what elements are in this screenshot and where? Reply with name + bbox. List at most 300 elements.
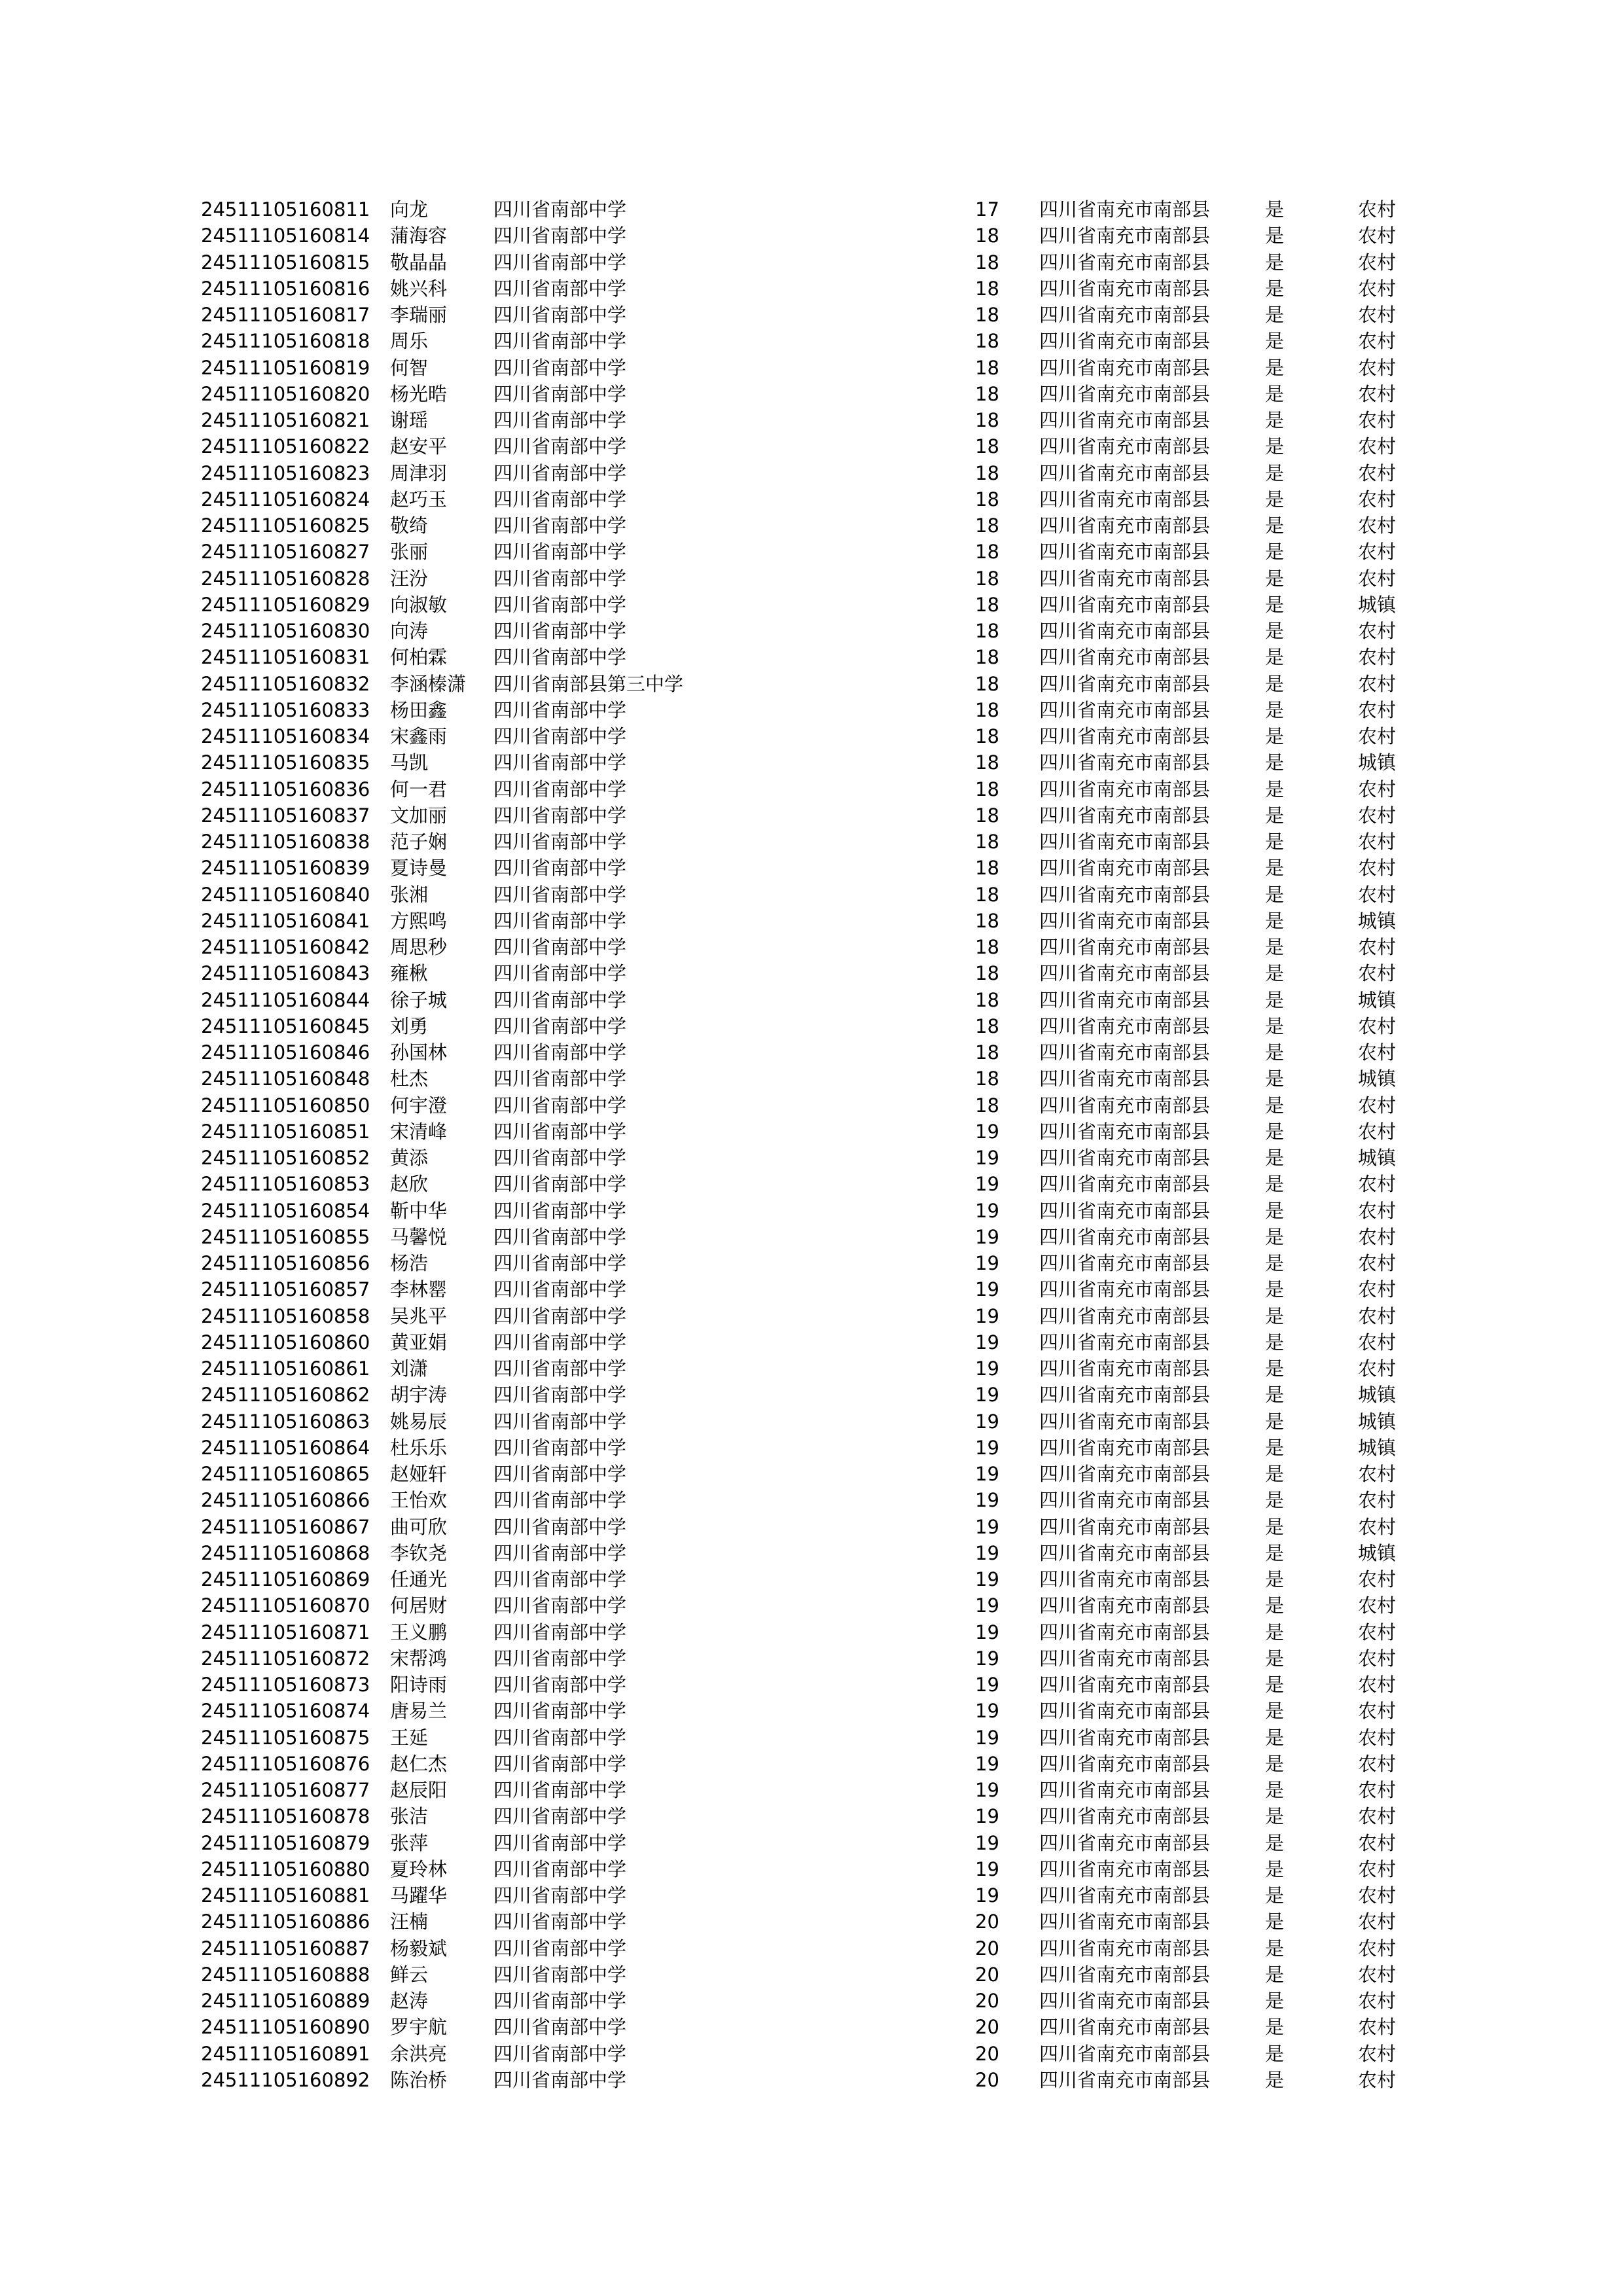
eligibility-flag: 是	[1265, 435, 1285, 458]
student-id: 24511105160823	[201, 461, 370, 484]
student-name: 马躍华	[390, 1884, 448, 1907]
student-id: 24511105160891	[201, 2042, 370, 2065]
school-name: 四川省南部中学	[493, 1963, 627, 1986]
student-id: 24511105160830	[201, 620, 370, 642]
school-name: 四川省南部中学	[493, 277, 627, 300]
school-name: 四川省南部中学	[493, 1384, 627, 1407]
registered-region: 四川省南充市南部县	[1039, 1674, 1211, 1696]
student-name: 宋鑫雨	[390, 725, 448, 747]
school-name: 四川省南部中学	[493, 909, 627, 932]
school-name: 四川省南部中学	[493, 1357, 627, 1380]
school-name: 四川省南部中学	[493, 1752, 627, 1775]
student-name: 张洁	[390, 1805, 429, 1828]
school-name: 四川省南部中学	[493, 514, 627, 537]
age: 18	[975, 620, 999, 642]
residence-type: 城镇	[1358, 1541, 1397, 1564]
table-row	[0, 1962, 1623, 1988]
school-name: 四川省南部中学	[493, 409, 627, 431]
age: 18	[975, 382, 999, 405]
school-name: 四川省南部中学	[493, 1647, 627, 1670]
registered-region: 四川省南充市南部县	[1039, 1120, 1211, 1143]
eligibility-flag: 是	[1265, 1252, 1285, 1274]
table-row	[0, 407, 1623, 433]
residence-type: 农村	[1358, 1831, 1397, 1854]
student-id: 24511105160833	[201, 698, 370, 721]
eligibility-flag: 是	[1265, 1594, 1285, 1617]
student-name: 刘潇	[390, 1357, 429, 1380]
registered-region: 四川省南充市南部县	[1039, 857, 1211, 880]
residence-type: 农村	[1358, 356, 1397, 379]
residence-type: 农村	[1358, 1963, 1397, 1986]
student-id: 24511105160871	[201, 1621, 370, 1643]
student-name: 阳诗雨	[390, 1674, 448, 1696]
table-row	[0, 433, 1623, 459]
registered-region: 四川省南充市南部县	[1039, 488, 1211, 511]
residence-type: 农村	[1358, 1041, 1397, 1064]
table-row	[0, 1145, 1623, 1171]
student-id: 24511105160878	[201, 1805, 370, 1828]
age: 19	[975, 1621, 999, 1643]
student-name: 赵仁杰	[390, 1752, 448, 1775]
school-name: 四川省南部中学	[493, 1410, 627, 1433]
student-name: 周思秒	[390, 936, 448, 958]
school-name: 四川省南部中学	[493, 1831, 627, 1854]
residence-type: 农村	[1358, 883, 1397, 906]
table-row	[0, 1566, 1623, 1592]
student-name: 杜杰	[390, 1067, 429, 1090]
age: 18	[975, 409, 999, 431]
eligibility-flag: 是	[1265, 1489, 1285, 1512]
registered-region: 四川省南充市南部县	[1039, 1147, 1211, 1169]
school-name: 四川省南部中学	[493, 304, 627, 326]
table-row	[0, 1514, 1623, 1540]
eligibility-flag: 是	[1265, 1884, 1285, 1907]
student-name: 夏玲林	[390, 1857, 448, 1880]
table-row	[0, 512, 1623, 539]
student-id: 24511105160887	[201, 1937, 370, 1960]
eligibility-flag: 是	[1265, 1805, 1285, 1828]
age: 18	[975, 988, 999, 1011]
eligibility-flag: 是	[1265, 1199, 1285, 1222]
table-row	[0, 223, 1623, 249]
residence-type: 农村	[1358, 1805, 1397, 1828]
age: 20	[975, 1963, 999, 1986]
residence-type: 农村	[1358, 831, 1397, 853]
registered-region: 四川省南充市南部县	[1039, 435, 1211, 458]
age: 17	[975, 198, 999, 221]
school-name: 四川省南部中学	[493, 725, 627, 747]
student-name: 唐易兰	[390, 1700, 448, 1723]
registered-region: 四川省南充市南部县	[1039, 1384, 1211, 1407]
age: 19	[975, 1252, 999, 1274]
student-id: 24511105160845	[201, 1014, 370, 1037]
table-row	[0, 1856, 1623, 1882]
table-row	[0, 723, 1623, 749]
student-name: 杨田鑫	[390, 698, 448, 721]
school-name: 四川省南部中学	[493, 435, 627, 458]
student-name: 马凯	[390, 751, 429, 774]
school-name: 四川省南部中学	[493, 1173, 627, 1196]
age: 19	[975, 1647, 999, 1670]
age: 18	[975, 698, 999, 721]
table-row	[0, 1645, 1623, 1672]
school-name: 四川省南部中学	[493, 330, 627, 353]
table-row	[0, 1355, 1623, 1382]
school-name: 四川省南部中学	[493, 1147, 627, 1169]
eligibility-flag: 是	[1265, 1120, 1285, 1143]
residence-type: 城镇	[1358, 988, 1397, 1011]
eligibility-flag: 是	[1265, 1225, 1285, 1248]
residence-type: 农村	[1358, 488, 1397, 511]
eligibility-flag: 是	[1265, 1937, 1285, 1960]
student-id: 24511105160863	[201, 1410, 370, 1433]
table-row	[0, 987, 1623, 1013]
student-id: 24511105160854	[201, 1199, 370, 1222]
eligibility-flag: 是	[1265, 883, 1285, 906]
table-row	[0, 460, 1623, 486]
student-name: 谢瑶	[390, 409, 429, 431]
registered-region: 四川省南充市南部县	[1039, 2068, 1211, 2091]
registered-region: 四川省南充市南部县	[1039, 698, 1211, 721]
student-name: 何一君	[390, 778, 448, 800]
student-id: 24511105160867	[201, 1515, 370, 1538]
table-row	[0, 1487, 1623, 1513]
residence-type: 农村	[1358, 1647, 1397, 1670]
age: 18	[975, 330, 999, 353]
age: 19	[975, 1805, 999, 1828]
student-id: 24511105160825	[201, 514, 370, 537]
student-name: 赵涛	[390, 1990, 429, 2012]
residence-type: 农村	[1358, 1331, 1397, 1354]
registered-region: 四川省南充市南部县	[1039, 883, 1211, 906]
registered-region: 四川省南充市南部县	[1039, 620, 1211, 642]
age: 19	[975, 1489, 999, 1512]
student-id: 24511105160880	[201, 1857, 370, 1880]
residence-type: 农村	[1358, 646, 1397, 669]
eligibility-flag: 是	[1265, 1674, 1285, 1696]
student-id: 24511105160832	[201, 672, 370, 695]
age: 19	[975, 1857, 999, 1880]
registered-region: 四川省南充市南部县	[1039, 1752, 1211, 1775]
residence-type: 城镇	[1358, 1436, 1397, 1459]
residence-type: 农村	[1358, 1278, 1397, 1301]
registered-region: 四川省南充市南部县	[1039, 962, 1211, 985]
registered-region: 四川省南充市南部县	[1039, 514, 1211, 537]
school-name: 四川省南部中学	[493, 751, 627, 774]
residence-type: 城镇	[1358, 1067, 1397, 1090]
eligibility-flag: 是	[1265, 725, 1285, 747]
school-name: 四川省南部中学	[493, 988, 627, 1011]
registered-region: 四川省南充市南部县	[1039, 725, 1211, 747]
student-id: 24511105160827	[201, 541, 370, 564]
student-id: 24511105160846	[201, 1041, 370, 1064]
table-row	[0, 697, 1623, 723]
age: 18	[975, 804, 999, 827]
residence-type: 农村	[1358, 2068, 1397, 2091]
residence-type: 农村	[1358, 936, 1397, 958]
residence-type: 农村	[1358, 1515, 1397, 1538]
residence-type: 农村	[1358, 804, 1397, 827]
registered-region: 四川省南充市南部县	[1039, 1489, 1211, 1512]
age: 20	[975, 2068, 999, 2091]
age: 18	[975, 936, 999, 958]
eligibility-flag: 是	[1265, 277, 1285, 300]
residence-type: 农村	[1358, 1225, 1397, 1248]
student-id: 24511105160839	[201, 857, 370, 880]
school-name: 四川省南部中学	[493, 1726, 627, 1749]
student-id: 24511105160829	[201, 593, 370, 616]
residence-type: 农村	[1358, 1199, 1397, 1222]
student-id: 24511105160858	[201, 1304, 370, 1327]
student-id: 24511105160875	[201, 1726, 370, 1749]
eligibility-flag: 是	[1265, 1094, 1285, 1117]
student-name: 汪汾	[390, 567, 429, 590]
student-name: 李瑞丽	[390, 304, 448, 326]
eligibility-flag: 是	[1265, 488, 1285, 511]
age: 19	[975, 1726, 999, 1749]
school-name: 四川省南部中学	[493, 646, 627, 669]
student-name: 文加丽	[390, 804, 448, 827]
student-id: 24511105160842	[201, 936, 370, 958]
student-name: 蒲海容	[390, 224, 448, 247]
student-id: 24511105160852	[201, 1147, 370, 1169]
age: 19	[975, 1752, 999, 1775]
table-row	[0, 1751, 1623, 1777]
eligibility-flag: 是	[1265, 251, 1285, 274]
eligibility-flag: 是	[1265, 1304, 1285, 1327]
school-name: 四川省南部中学	[493, 461, 627, 484]
student-id: 24511105160820	[201, 382, 370, 405]
eligibility-flag: 是	[1265, 1147, 1285, 1169]
residence-type: 农村	[1358, 1357, 1397, 1380]
table-row	[0, 1619, 1623, 1645]
student-name: 曲可欣	[390, 1515, 448, 1538]
table-row	[0, 1171, 1623, 1197]
eligibility-flag: 是	[1265, 1726, 1285, 1749]
school-name: 四川省南部中学	[493, 1990, 627, 2012]
table-row	[0, 1882, 1623, 1909]
student-name: 杨光晧	[390, 382, 448, 405]
table-row	[0, 592, 1623, 618]
registered-region: 四川省南充市南部县	[1039, 646, 1211, 669]
age: 18	[975, 1041, 999, 1064]
student-id: 24511105160873	[201, 1674, 370, 1696]
age: 19	[975, 1278, 999, 1301]
school-name: 四川省南部中学	[493, 356, 627, 379]
age: 19	[975, 1594, 999, 1617]
student-id: 24511105160836	[201, 778, 370, 800]
school-name: 四川省南部中学	[493, 567, 627, 590]
student-name: 张萍	[390, 1831, 429, 1854]
eligibility-flag: 是	[1265, 1779, 1285, 1801]
eligibility-flag: 是	[1265, 1647, 1285, 1670]
student-id: 24511105160816	[201, 277, 370, 300]
age: 18	[975, 304, 999, 326]
registered-region: 四川省南充市南部县	[1039, 1910, 1211, 1933]
registered-region: 四川省南充市南部县	[1039, 1304, 1211, 1327]
student-name: 吴兆平	[390, 1304, 448, 1327]
student-name: 马馨悦	[390, 1225, 448, 1248]
table-row	[0, 276, 1623, 302]
student-name: 向龙	[390, 198, 429, 221]
registered-region: 四川省南充市南部县	[1039, 1515, 1211, 1538]
registered-region: 四川省南充市南部县	[1039, 1568, 1211, 1590]
registered-region: 四川省南充市南部县	[1039, 2042, 1211, 2065]
age: 20	[975, 2016, 999, 2039]
table-row	[0, 565, 1623, 592]
age: 18	[975, 356, 999, 379]
eligibility-flag: 是	[1265, 962, 1285, 985]
registered-region: 四川省南充市南部县	[1039, 330, 1211, 353]
school-name: 四川省南部中学	[493, 857, 627, 880]
table-row	[0, 2041, 1623, 2067]
student-name: 周津羽	[390, 461, 448, 484]
registered-region: 四川省南充市南部县	[1039, 936, 1211, 958]
student-name: 张丽	[390, 541, 429, 564]
school-name: 四川省南部中学	[493, 1120, 627, 1143]
eligibility-flag: 是	[1265, 356, 1285, 379]
student-name: 李林罂	[390, 1278, 448, 1301]
eligibility-flag: 是	[1265, 1278, 1285, 1301]
school-name: 四川省南部中学	[493, 804, 627, 827]
table-row	[0, 1909, 1623, 1935]
school-name: 四川省南部中学	[493, 1674, 627, 1696]
school-name: 四川省南部中学	[493, 2068, 627, 2091]
eligibility-flag: 是	[1265, 857, 1285, 880]
table-row	[0, 1066, 1623, 1092]
age: 18	[975, 435, 999, 458]
registered-region: 四川省南充市南部县	[1039, 1937, 1211, 1960]
registered-region: 四川省南充市南部县	[1039, 1963, 1211, 1986]
school-name: 四川省南部中学	[493, 2016, 627, 2039]
eligibility-flag: 是	[1265, 804, 1285, 827]
student-id: 24511105160824	[201, 488, 370, 511]
school-name: 四川省南部中学	[493, 936, 627, 958]
age: 20	[975, 2042, 999, 2065]
eligibility-flag: 是	[1265, 1831, 1285, 1854]
student-id: 24511105160822	[201, 435, 370, 458]
student-id: 24511105160869	[201, 1568, 370, 1590]
student-id: 24511105160855	[201, 1225, 370, 1248]
residence-type: 农村	[1358, 1120, 1397, 1143]
registered-region: 四川省南充市南部县	[1039, 567, 1211, 590]
student-id: 24511105160892	[201, 2068, 370, 2091]
eligibility-flag: 是	[1265, 620, 1285, 642]
eligibility-flag: 是	[1265, 1331, 1285, 1354]
registered-region: 四川省南充市南部县	[1039, 1884, 1211, 1907]
school-name: 四川省南部中学	[493, 541, 627, 564]
age: 18	[975, 962, 999, 985]
age: 20	[975, 1990, 999, 2012]
residence-type: 农村	[1358, 304, 1397, 326]
school-name: 四川省南部中学	[493, 1621, 627, 1643]
eligibility-flag: 是	[1265, 1700, 1285, 1723]
registered-region: 四川省南充市南部县	[1039, 778, 1211, 800]
eligibility-flag: 是	[1265, 1384, 1285, 1407]
school-name: 四川省南部中学	[493, 1304, 627, 1327]
student-id: 24511105160834	[201, 725, 370, 747]
table-row	[0, 249, 1623, 276]
school-name: 四川省南部中学	[493, 1252, 627, 1274]
eligibility-flag: 是	[1265, 988, 1285, 1011]
registered-region: 四川省南充市南部县	[1039, 1331, 1211, 1354]
registered-region: 四川省南充市南部县	[1039, 1014, 1211, 1037]
table-row	[0, 1092, 1623, 1119]
registered-region: 四川省南充市南部县	[1039, 1700, 1211, 1723]
school-name: 四川省南部中学	[493, 2042, 627, 2065]
student-id: 24511105160844	[201, 988, 370, 1011]
age: 18	[975, 1067, 999, 1090]
table-row	[0, 882, 1623, 908]
registered-region: 四川省南充市南部县	[1039, 1463, 1211, 1485]
eligibility-flag: 是	[1265, 1857, 1285, 1880]
table-row	[0, 1777, 1623, 1803]
eligibility-flag: 是	[1265, 304, 1285, 326]
student-name: 夏诗曼	[390, 857, 448, 880]
school-name: 四川省南部中学	[493, 1857, 627, 1880]
student-name: 黄亚娟	[390, 1331, 448, 1354]
student-name: 方熙鸣	[390, 909, 448, 932]
residence-type: 农村	[1358, 1014, 1397, 1037]
school-name: 四川省南部中学	[493, 1199, 627, 1222]
student-id: 24511105160861	[201, 1357, 370, 1380]
residence-type: 农村	[1358, 620, 1397, 642]
student-name: 胡宇涛	[390, 1384, 448, 1407]
registered-region: 四川省南充市南部县	[1039, 1541, 1211, 1564]
residence-type: 农村	[1358, 1252, 1397, 1274]
residence-type: 农村	[1358, 435, 1397, 458]
age: 18	[975, 751, 999, 774]
school-name: 四川省南部中学	[493, 1489, 627, 1512]
student-name: 鲜云	[390, 1963, 429, 1986]
student-name: 宋清峰	[390, 1120, 448, 1143]
eligibility-flag: 是	[1265, 672, 1285, 695]
age: 18	[975, 224, 999, 247]
table-row	[0, 1250, 1623, 1276]
residence-type: 农村	[1358, 1884, 1397, 1907]
school-name: 四川省南部中学	[493, 1225, 627, 1248]
residence-type: 农村	[1358, 1857, 1397, 1880]
table-row	[0, 1988, 1623, 2014]
residence-type: 农村	[1358, 382, 1397, 405]
student-id: 24511105160831	[201, 646, 370, 669]
student-id: 24511105160860	[201, 1331, 370, 1354]
age: 20	[975, 1910, 999, 1933]
school-name: 四川省南部县第三中学	[493, 672, 684, 695]
residence-type: 农村	[1358, 1304, 1397, 1327]
eligibility-flag: 是	[1265, 1541, 1285, 1564]
school-name: 四川省南部中学	[493, 1884, 627, 1907]
student-id: 24511105160835	[201, 751, 370, 774]
registered-region: 四川省南充市南部县	[1039, 1436, 1211, 1459]
residence-type: 农村	[1358, 962, 1397, 985]
school-name: 四川省南部中学	[493, 1700, 627, 1723]
school-name: 四川省南部中学	[493, 1594, 627, 1617]
table-row	[0, 1382, 1623, 1408]
residence-type: 农村	[1358, 2016, 1397, 2039]
registered-region: 四川省南充市南部县	[1039, 224, 1211, 247]
student-id: 24511105160888	[201, 1963, 370, 1986]
student-id: 24511105160856	[201, 1252, 370, 1274]
student-name: 周乐	[390, 330, 429, 353]
registered-region: 四川省南充市南部县	[1039, 1357, 1211, 1380]
registered-region: 四川省南充市南部县	[1039, 1199, 1211, 1222]
eligibility-flag: 是	[1265, 831, 1285, 853]
student-name: 赵安平	[390, 435, 448, 458]
registered-region: 四川省南充市南部县	[1039, 1225, 1211, 1248]
student-name: 赵娅轩	[390, 1463, 448, 1485]
student-name: 黄添	[390, 1147, 429, 1169]
